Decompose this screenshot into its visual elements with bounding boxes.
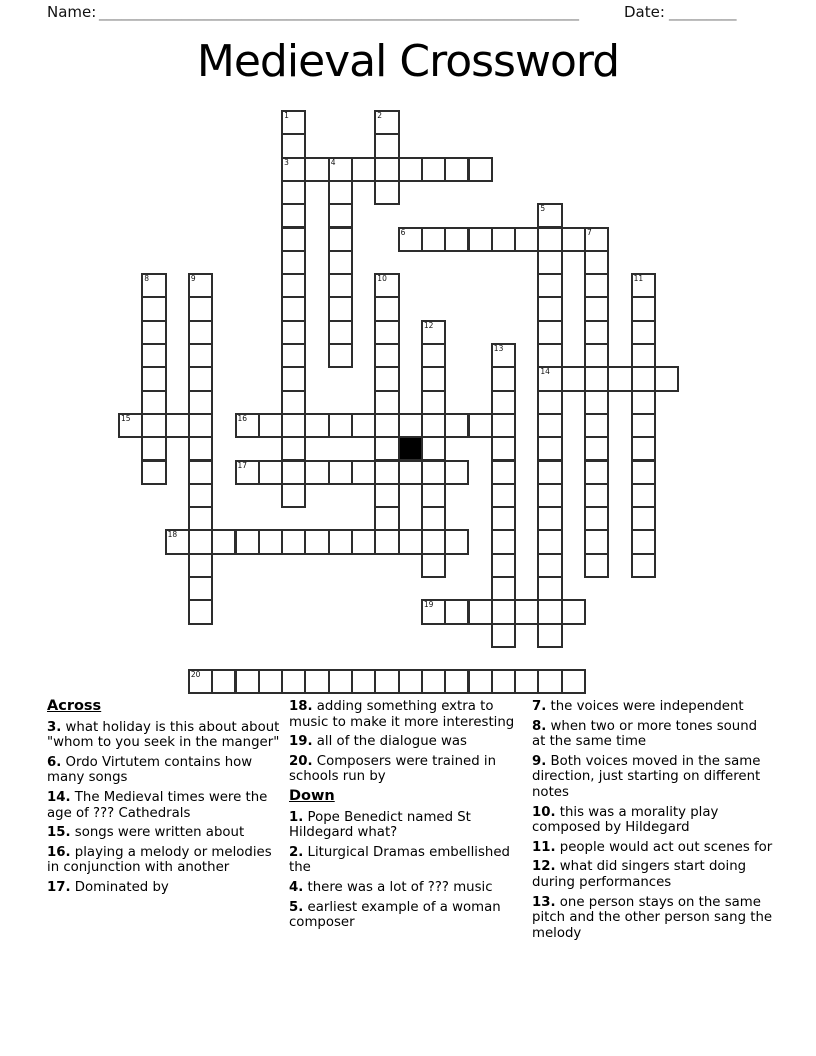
grid-cell[interactable] [421, 157, 446, 182]
date-label: Date: [624, 3, 665, 21]
grid-cell[interactable] [584, 296, 609, 321]
grid-cell[interactable] [281, 250, 306, 275]
grid-cell[interactable] [561, 227, 586, 252]
cell-number: 12 [423, 320, 434, 330]
grid-cell[interactable] [537, 460, 562, 485]
grid-cell[interactable] [351, 529, 376, 554]
grid-cell[interactable] [398, 669, 423, 694]
clue-item-11 [532, 840, 774, 856]
grid-cell[interactable] [304, 413, 329, 438]
clue-number: 13. [532, 894, 556, 910]
grid-cell[interactable] [398, 227, 423, 252]
clue-text: earliest example of a woman composer [289, 899, 501, 931]
grid-cell[interactable] [421, 413, 446, 438]
clue-item-20 [289, 754, 527, 785]
clue-number: 14. [47, 789, 71, 805]
grid-cell[interactable] [631, 506, 656, 531]
clue-number: 10. [532, 804, 556, 820]
clue-number: 17. [47, 879, 71, 895]
clue-text: one person stays on the same pitch and the other person sang the melody [532, 894, 773, 941]
grid-cell[interactable] [328, 250, 353, 275]
grid-cell[interactable] [281, 320, 306, 345]
clue-text: Liturgical Dramas embellished the [289, 844, 510, 876]
clue-item-10 [532, 805, 774, 836]
grid-cell[interactable] [631, 296, 656, 321]
grid-cell[interactable] [491, 483, 516, 508]
grid-cell[interactable] [374, 483, 399, 508]
grid-cell[interactable] [561, 669, 586, 694]
grid-cell[interactable] [537, 529, 562, 554]
cell-number: 3 [284, 157, 289, 167]
grid-cell[interactable] [258, 460, 283, 485]
grid-cell[interactable] [631, 460, 656, 485]
grid-cell[interactable] [491, 506, 516, 531]
grid-cell[interactable] [374, 669, 399, 694]
grid-cell[interactable] [141, 343, 166, 368]
name-label: Name: [47, 3, 97, 21]
grid-cell[interactable] [281, 529, 306, 554]
grid-cell[interactable] [421, 483, 446, 508]
clue-item-16 [47, 845, 285, 876]
page-title: Medieval Crossword [196, 36, 620, 87]
clue-column-left [47, 699, 285, 900]
grid-cell[interactable] [444, 599, 469, 624]
grid-cell[interactable] [584, 483, 609, 508]
grid-cell[interactable] [537, 576, 562, 601]
grid-cell[interactable] [235, 529, 260, 554]
grid-cell[interactable] [491, 623, 516, 648]
clue-item-6 [47, 755, 285, 786]
grid-cell[interactable] [304, 669, 329, 694]
clue-number: 8. [532, 718, 547, 734]
grid-cell[interactable] [631, 320, 656, 345]
grid-cell[interactable] [374, 390, 399, 415]
grid-cell[interactable] [281, 436, 306, 461]
grid-cell[interactable] [421, 553, 446, 578]
grid-cell[interactable] [561, 599, 586, 624]
grid-cell[interactable] [281, 366, 306, 391]
grid-cell[interactable] [607, 366, 632, 391]
grid-cell[interactable] [584, 506, 609, 531]
grid-cell[interactable] [374, 296, 399, 321]
grid-cell[interactable] [188, 576, 213, 601]
clue-item-17 [47, 880, 285, 896]
grid-cell[interactable] [188, 553, 213, 578]
grid-cell[interactable] [328, 157, 353, 182]
clue-item-4 [289, 880, 527, 896]
grid-cell[interactable] [328, 460, 353, 485]
grid-cell[interactable] [281, 203, 306, 228]
grid-cell[interactable] [491, 366, 516, 391]
clue-text: Both voices moved in the same direction, just starting on different notes [532, 753, 761, 800]
grid-cell[interactable] [281, 273, 306, 298]
grid-cell[interactable] [374, 506, 399, 531]
clue-text: playing a melody or melodies in conjunction with another [47, 844, 272, 876]
grid-cell[interactable] [631, 529, 656, 554]
grid-cell[interactable] [374, 529, 399, 554]
grid-cell[interactable] [514, 669, 539, 694]
grid-cell[interactable] [235, 460, 260, 485]
grid-cell[interactable] [491, 343, 516, 368]
grid-cell[interactable] [188, 436, 213, 461]
grid-cell[interactable] [281, 110, 306, 135]
grid-cell[interactable] [188, 390, 213, 415]
clue-text: what holiday is this about about "whom to you seek in the manger" [47, 719, 280, 751]
grid-cell[interactable] [281, 180, 306, 205]
clue-text: all of the dialogue was [312, 734, 467, 750]
grid-cell[interactable] [258, 413, 283, 438]
grid-cell[interactable] [468, 157, 493, 182]
grid-cell[interactable] [188, 460, 213, 485]
grid-cell[interactable] [328, 529, 353, 554]
cell-number: 16 [237, 413, 248, 423]
grid-cell[interactable] [537, 599, 562, 624]
grid-cell[interactable] [421, 599, 446, 624]
grid-cell[interactable] [584, 460, 609, 485]
grid-cell[interactable] [304, 460, 329, 485]
cell-number: 4 [330, 157, 336, 167]
grid-cell[interactable] [584, 366, 609, 391]
grid-cell[interactable] [281, 157, 306, 182]
grid-cell[interactable] [141, 436, 166, 461]
grid-cell[interactable] [491, 576, 516, 601]
grid-cell[interactable] [444, 157, 469, 182]
cell-number: 7 [587, 227, 592, 237]
grid-cell[interactable] [304, 529, 329, 554]
grid-cell[interactable] [188, 296, 213, 321]
grid-cell[interactable] [141, 390, 166, 415]
grid-cell[interactable] [537, 343, 562, 368]
grid-cell[interactable] [537, 227, 562, 252]
cell-number: 6 [400, 227, 406, 237]
grid-cell[interactable] [491, 529, 516, 554]
grid-cell[interactable] [514, 599, 539, 624]
grid-cell[interactable] [374, 460, 399, 485]
grid-cell[interactable] [631, 436, 656, 461]
date-fill-line[interactable]: _________ [669, 3, 737, 21]
cell-number: 20 [190, 670, 201, 680]
grid-cell[interactable] [328, 296, 353, 321]
worksheet-header [0, 0, 816, 30]
grid-cell[interactable] [654, 366, 679, 391]
grid-cell[interactable] [537, 250, 562, 275]
grid-cell[interactable] [491, 553, 516, 578]
cell-number: 1 [284, 111, 289, 120]
grid-cell[interactable] [468, 227, 493, 252]
clue-item-8 [532, 719, 774, 750]
grid-cell[interactable] [537, 436, 562, 461]
grid-cell[interactable] [631, 390, 656, 415]
grid-cell[interactable] [631, 413, 656, 438]
clue-item-5 [289, 900, 527, 931]
grid-cell[interactable] [421, 343, 446, 368]
grid-cell[interactable] [584, 343, 609, 368]
clue-number: 2. [289, 844, 304, 860]
grid-cell[interactable] [421, 366, 446, 391]
cell-number: 8 [144, 274, 150, 284]
grid-cell[interactable] [398, 460, 423, 485]
clue-item-3 [47, 720, 285, 751]
cell-number: 14 [540, 367, 550, 377]
grid-cell[interactable] [211, 529, 236, 554]
grid-cell[interactable] [631, 343, 656, 368]
cell-number: 9 [190, 274, 196, 284]
clue-number: 11. [532, 839, 556, 855]
grid-cell[interactable] [211, 669, 236, 694]
cell-number: 2 [377, 111, 383, 120]
name-fill-line[interactable]: ________________________________________________________________ [99, 3, 579, 21]
clue-text: Composers were trained in schools run by [289, 753, 497, 785]
clue-text: Pope Benedict named St Hildegard what? [289, 809, 471, 841]
grid-cell[interactable] [537, 296, 562, 321]
grid-cell[interactable] [444, 227, 469, 252]
grid-cell[interactable] [398, 529, 423, 554]
grid-cell[interactable] [631, 553, 656, 578]
grid-cell[interactable] [281, 460, 306, 485]
clue-number: 20. [289, 753, 313, 769]
clue-number: 9. [532, 753, 547, 769]
grid-cell[interactable] [491, 436, 516, 461]
grid-cell[interactable] [537, 669, 562, 694]
clue-number: 7. [532, 699, 547, 714]
crossword-grid [118, 110, 683, 698]
clue-item-15 [47, 825, 285, 841]
grid-cell[interactable] [188, 506, 213, 531]
grid-cell[interactable] [281, 343, 306, 368]
grid-cell[interactable] [537, 413, 562, 438]
grid-cell-black [398, 436, 423, 461]
grid-cell[interactable] [468, 413, 493, 438]
grid-cell[interactable] [631, 273, 656, 298]
grid-cell[interactable] [281, 227, 306, 252]
grid-cell[interactable] [141, 460, 166, 485]
clue-number: 15. [47, 825, 71, 841]
clue-number: 1. [289, 809, 304, 825]
grid-cell[interactable] [631, 366, 656, 391]
grid-cell[interactable] [584, 436, 609, 461]
grid-cell[interactable] [631, 483, 656, 508]
clue-text: this was a morality play composed by Hildegard [532, 804, 719, 836]
cell-number: 19 [423, 600, 434, 610]
grid-cell[interactable] [281, 296, 306, 321]
grid-cell[interactable] [537, 273, 562, 298]
grid-cell[interactable] [491, 599, 516, 624]
grid-cell[interactable] [328, 227, 353, 252]
grid-cell[interactable] [421, 436, 446, 461]
grid-cell[interactable] [584, 320, 609, 345]
grid-cell[interactable] [374, 273, 399, 298]
grid-cell[interactable] [468, 669, 493, 694]
clue-text: The Medieval times were the age of ??? Cathedrals [47, 789, 268, 821]
clue-text: adding something extra to music to make it more interesting [289, 699, 515, 730]
clue-item-9 [532, 754, 774, 801]
clue-number: 19. [289, 734, 313, 750]
grid-cell[interactable] [328, 413, 353, 438]
grid-cell[interactable] [537, 390, 562, 415]
grid-cell[interactable] [584, 553, 609, 578]
clue-item-19 [289, 734, 527, 750]
grid-cell[interactable] [491, 669, 516, 694]
grid-cell[interactable] [537, 203, 562, 228]
grid-cell[interactable] [281, 390, 306, 415]
clue-item-18 [289, 699, 527, 730]
grid-cell[interactable] [537, 553, 562, 578]
grid-cell[interactable] [491, 390, 516, 415]
clue-item-1 [289, 810, 527, 841]
grid-cell[interactable] [491, 227, 516, 252]
clue-number: 3. [47, 719, 62, 735]
clue-number: 16. [47, 844, 71, 860]
cell-number: 5 [540, 204, 546, 214]
clue-column-middle [289, 699, 527, 935]
grid-cell[interactable] [165, 529, 190, 554]
grid-cell[interactable] [351, 669, 376, 694]
grid-cell[interactable] [537, 320, 562, 345]
clue-number: 4. [289, 879, 304, 895]
grid-cell[interactable] [537, 366, 562, 391]
grid-cell[interactable] [421, 460, 446, 485]
grid-cell[interactable] [374, 157, 399, 182]
grid-cell[interactable] [584, 413, 609, 438]
grid-cell[interactable] [374, 413, 399, 438]
grid-cell[interactable] [421, 506, 446, 531]
grid-cell[interactable] [374, 436, 399, 461]
grid-cell[interactable] [188, 669, 213, 694]
clue-number: 12. [532, 859, 556, 875]
grid-cell[interactable] [188, 320, 213, 345]
grid-cell[interactable] [584, 273, 609, 298]
grid-cell[interactable] [537, 623, 562, 648]
clue-item-7 [532, 699, 774, 715]
grid-cell[interactable] [584, 227, 609, 252]
clue-text: what did singers start doing during performances [532, 859, 747, 890]
cell-number: 15 [121, 413, 131, 423]
clue-heading-down: Down [289, 787, 335, 804]
grid-cell[interactable] [188, 366, 213, 391]
clue-text: Ordo Virtutem contains how many songs [47, 754, 253, 786]
grid-cell[interactable] [537, 483, 562, 508]
grid-cell[interactable] [584, 390, 609, 415]
clue-item-2 [289, 845, 527, 876]
cell-number: 11 [633, 274, 644, 284]
grid-cell[interactable] [141, 273, 166, 298]
clue-text: people would act out scenes for [555, 839, 773, 855]
clue-heading-across: Across [47, 698, 102, 714]
clue-text: Dominated by [70, 879, 169, 895]
grid-cell[interactable] [258, 669, 283, 694]
clue-item-14 [47, 790, 285, 821]
grid-cell[interactable] [118, 413, 143, 438]
grid-cell[interactable] [235, 669, 260, 694]
grid-cell[interactable] [351, 460, 376, 485]
grid-cell[interactable] [537, 506, 562, 531]
grid-cell[interactable] [141, 413, 166, 438]
grid-cell[interactable] [351, 413, 376, 438]
grid-cell[interactable] [351, 157, 376, 182]
grid-cell[interactable] [188, 529, 213, 554]
grid-cell[interactable] [165, 413, 190, 438]
grid-cell[interactable] [281, 483, 306, 508]
grid-cell[interactable] [188, 483, 213, 508]
grid-cell[interactable] [328, 273, 353, 298]
grid-cell[interactable] [421, 669, 446, 694]
grid-cell[interactable] [374, 343, 399, 368]
grid-cell[interactable] [188, 273, 213, 298]
grid-cell[interactable] [398, 413, 423, 438]
grid-cell[interactable] [584, 250, 609, 275]
grid-cell[interactable] [374, 366, 399, 391]
grid-cell[interactable] [421, 227, 446, 252]
grid-cell[interactable] [328, 343, 353, 368]
grid-cell[interactable] [328, 320, 353, 345]
grid-cell[interactable] [491, 460, 516, 485]
grid-cell[interactable] [444, 413, 469, 438]
grid-cell[interactable] [444, 460, 469, 485]
grid-cell[interactable] [421, 320, 446, 345]
clue-number: 5. [289, 899, 304, 915]
grid-cell[interactable] [514, 227, 539, 252]
grid-cell[interactable] [328, 180, 353, 205]
grid-cell[interactable] [235, 413, 260, 438]
grid-cell[interactable] [374, 320, 399, 345]
cell-number: 18 [167, 530, 178, 540]
grid-cell[interactable] [281, 413, 306, 438]
grid-cell[interactable] [374, 110, 399, 135]
clue-number: 18. [289, 699, 313, 714]
grid-cell[interactable] [584, 529, 609, 554]
grid-cell[interactable] [141, 320, 166, 345]
clue-item-13 [532, 895, 774, 942]
clue-text: there was a lot of ??? music [303, 879, 493, 895]
grid-cell[interactable] [444, 529, 469, 554]
grid-cell[interactable] [141, 366, 166, 391]
clue-text: the voices were independent [546, 699, 744, 714]
grid-cell[interactable] [444, 669, 469, 694]
grid-cell[interactable] [328, 203, 353, 228]
clue-column-right [532, 699, 774, 945]
grid-cell[interactable] [281, 669, 306, 694]
clue-text: songs were written about [70, 825, 245, 841]
grid-cell[interactable] [421, 529, 446, 554]
clue-text: when two or more tones sound at the same time [532, 718, 758, 750]
cell-number: 10 [377, 274, 387, 284]
grid-cell[interactable] [421, 390, 446, 415]
grid-cell[interactable] [281, 133, 306, 158]
grid-cell[interactable] [188, 413, 213, 438]
clue-number: 6. [47, 754, 62, 770]
grid-cell[interactable] [398, 157, 423, 182]
grid-cell[interactable] [188, 599, 213, 624]
grid-cell[interactable] [374, 180, 399, 205]
cell-number: 17 [237, 460, 248, 470]
grid-cell[interactable] [328, 669, 353, 694]
grid-cell[interactable] [141, 296, 166, 321]
grid-cell[interactable] [491, 413, 516, 438]
grid-cell[interactable] [468, 599, 493, 624]
grid-cell[interactable] [188, 343, 213, 368]
grid-cell[interactable] [258, 529, 283, 554]
grid-cell[interactable] [304, 157, 329, 182]
grid-cell[interactable] [561, 366, 586, 391]
cell-number: 13 [493, 344, 504, 353]
grid-cell[interactable] [374, 133, 399, 158]
clue-item-12 [532, 859, 774, 890]
